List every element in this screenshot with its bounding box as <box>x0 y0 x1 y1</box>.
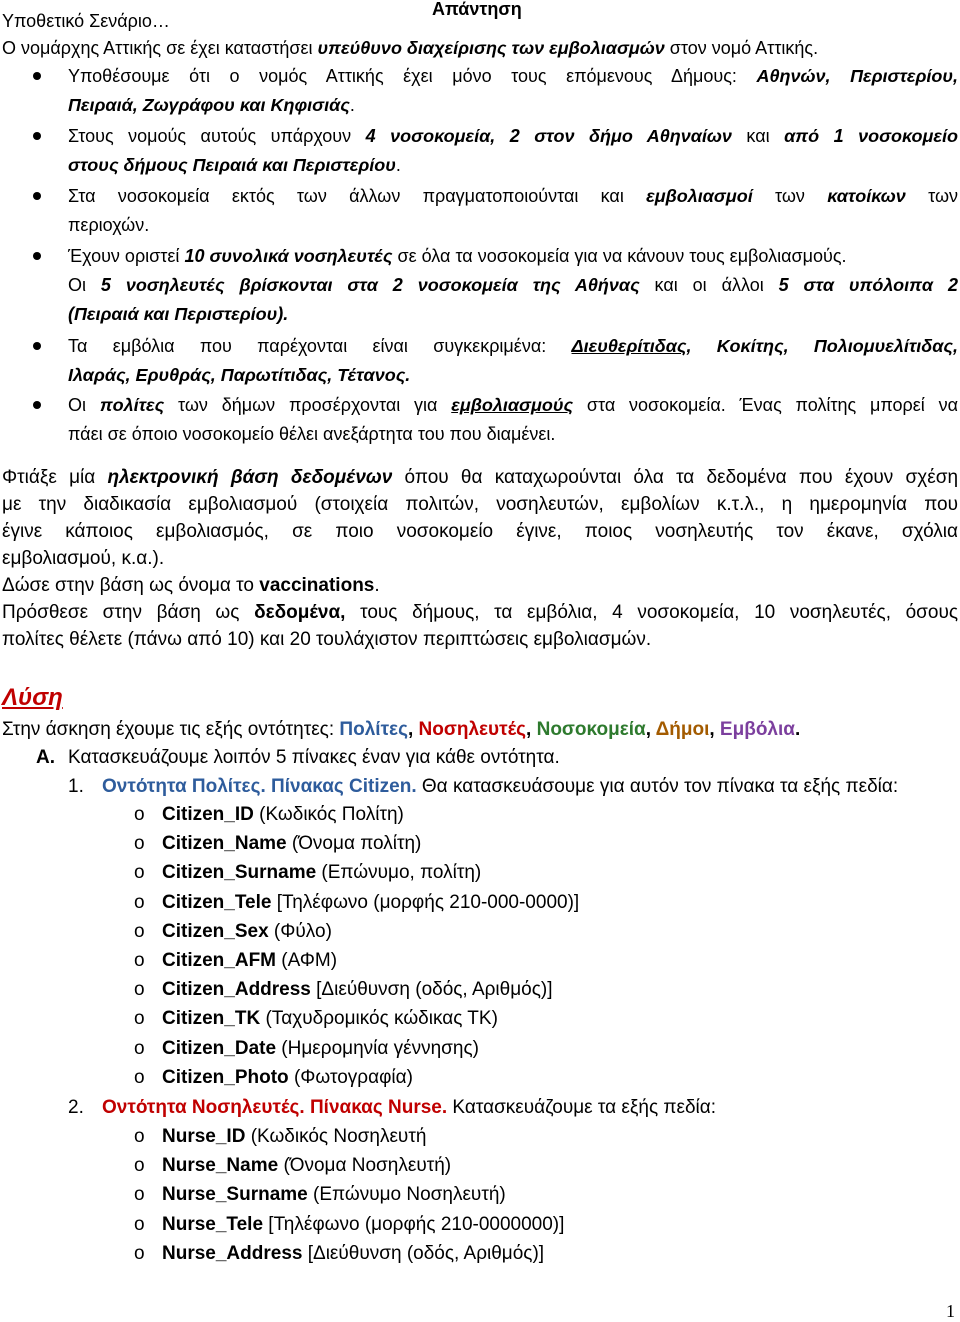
task-data-line-1: Πρόσθεσε στην βάση ως δεδομένα, τους δήμους, τα εμβόλια, 4 νοσοκομεία, 10 νοσηλευτές, όσους <box>2 602 959 623</box>
field-description: (Κωδικός Πολίτη) <box>253 804 404 825</box>
field-list-item <box>134 832 960 856</box>
task-line-3: έγινε κάποιος εμβολιασμός, σε ποιο νοσοκομείο έγινε, ποιος νοσηλευτής τον έκανε, σχόλια <box>2 521 958 542</box>
list-marker: o <box>134 1242 145 1264</box>
bullet-4-line-1: Έχουν οριστεί 10 συνολικά νοσηλευτές σε όλα τα νοσοκομεία για να κάνουν τους εμβολιασμούς. <box>68 246 847 266</box>
bullet-point <box>33 192 41 200</box>
field-list-item <box>134 920 960 944</box>
field-name: Nurse_Address <box>162 1242 303 1264</box>
bullet-4-line-2: Οι 5 νοσηλευτές βρίσκονται στα 2 νοσοκομεία της Αθήνας και οι άλλοι 5 στα υπόλοιπα 2 <box>68 275 959 295</box>
bullet-point <box>33 401 41 409</box>
field-description: (Κωδικός Νοσηλευτή <box>245 1126 427 1147</box>
field-name: Citizen_Surname <box>162 862 317 884</box>
field-list-item <box>134 1242 960 1266</box>
bullet-point <box>33 252 41 260</box>
bullet-1-line-2: Πειραιά, Ζωγράφου και Κηφισιάς. <box>68 95 355 115</box>
field-description: (Όνομα Νοσηλευτή) <box>278 1155 452 1177</box>
scenario-title: Υποθετικό Σενάριο… <box>2 11 170 31</box>
step-a-label: Α. <box>36 747 55 768</box>
field-name: Nurse_Name <box>162 1155 279 1177</box>
bullet-2-line-1: Στους νομούς αυτούς υπάρχουν 4 νοσοκομεία, 2 στον δήμο Αθηναίων και από 1 νοσοκομείο <box>68 126 959 146</box>
bullet-point <box>33 72 41 80</box>
field-description: (Φύλο) <box>268 920 332 942</box>
field-list-item <box>134 1183 960 1207</box>
intro-line: Ο νομάρχης Αττικής σε έχει καταστήσει υπεύθυνο διαχείρισης των εμβολιασμών στον νομό Αττικής. <box>2 38 819 58</box>
bullet-6-line-2: πάει σε όποιο νοσοκομείο θέλει ανεξάρτητα του που διαμένει. <box>68 424 556 444</box>
bullet-5-line-2: Ιλαράς, Ερυθράς, Παρωτίτιδας, Τέτανος. <box>68 365 411 385</box>
list-marker: o <box>134 1126 145 1147</box>
list-marker: o <box>134 1184 145 1206</box>
answer-label: Απάντηση <box>432 0 522 19</box>
field-name: Citizen_ID <box>162 804 254 825</box>
list-marker: o <box>134 1037 145 1059</box>
bullet-5-line-1: Τα εμβόλια που παρέχονται είναι συγκεκριμένα: Διευθερίτιδας, Κοκίτης, Πολιομυελίτιδας, <box>68 336 958 356</box>
list-marker: o <box>134 979 145 1001</box>
field-list-item <box>134 1066 960 1090</box>
field-description: [Διεύθυνση (οδός, Αριθμός)] <box>310 979 553 1001</box>
field-description: (Ημερομηνία γέννησης) <box>276 1037 479 1059</box>
field-name: Nurse_Surname <box>162 1184 308 1206</box>
task-line-4: εμβολιασμού, κ.α.). <box>2 548 165 569</box>
item-2-text: Οντότητα Νοσηλευτές. Πίνακας Nurse. Κατασκευάζουμε τα εξής πεδία: <box>102 1097 717 1118</box>
field-name: Citizen_Name <box>162 833 287 855</box>
field-description: (ΑΦΜ) <box>276 950 338 971</box>
field-name: Citizen_Sex <box>162 920 269 942</box>
task-data-line-2: πολίτες θέλετε (πάνω από 10) και 20 τουλάχιστον περιπτώσεις εμβολιασμών. <box>2 629 652 650</box>
bullet-6-line-1: Οι πολίτες των δήμων προσέρχονται για εμβολιασμούς στα νοσοκομεία. Ένας πολίτης μπορεί να <box>68 395 958 415</box>
bullet-3-line-2: περιοχών. <box>68 215 150 235</box>
task-line-1: Φτιάξε μία ηλεκτρονική βάση δεδομένων όπου θα καταχωρούνται όλα τα δεδομένα που έχουν σχέση <box>2 467 959 488</box>
field-description: (Ταχυδρομικός κώδικας ΤΚ) <box>260 1008 498 1030</box>
bullet-1-line-1: Υποθέσουμε ότι ο νομός Αττικής έχει μόνο τους επόμενους Δήμους: Αθηνών, Περιστερίου, <box>68 66 958 86</box>
field-name: Nurse_ID <box>162 1126 246 1147</box>
bullet-4-line-3: (Πειραιά και Περιστερίου). <box>68 304 289 324</box>
list-marker: o <box>134 862 145 884</box>
field-name: Citizen_Photo <box>162 1066 289 1088</box>
solution-title: Λύση <box>2 684 63 711</box>
list-marker: o <box>134 1066 145 1088</box>
field-description: (Επώνυμο, πολίτη) <box>316 862 482 884</box>
field-description: [Τηλέφωνο (μορφής 210-0000000)] <box>263 1213 565 1235</box>
field-description: [Διεύθυνση (οδός, Αριθμός)] <box>302 1242 545 1264</box>
list-marker: o <box>134 1008 145 1030</box>
field-list-item <box>134 803 960 827</box>
task-line-2: με την διαδικασία εμβολιασμού (στοιχεία πολιτών, νοσηλευτών, εμβολίων κ.τ.λ., η ημερομηνία που <box>2 494 958 515</box>
bullet-2-line-2: στους δήμους Πειραιά και Περιστερίου. <box>68 155 401 175</box>
field-list-item <box>134 949 960 973</box>
list-marker: o <box>134 1155 145 1177</box>
bullet-3-line-1: Στα νοσοκομεία εκτός των άλλων πραγματοποιούνται και εμβολιασμοί των κατοίκων των <box>68 186 958 206</box>
field-list-item <box>134 861 960 885</box>
item-2-number: 2. <box>68 1097 84 1118</box>
list-marker: o <box>134 920 145 942</box>
field-list-item <box>134 1154 960 1178</box>
list-marker: o <box>134 891 145 913</box>
list-marker: o <box>134 833 145 855</box>
item-1-number: 1. <box>68 776 84 797</box>
page-number: 1 <box>946 1301 955 1321</box>
field-description: (Επώνυμο Νοσηλευτή) <box>307 1184 506 1206</box>
field-list-item <box>134 1007 960 1031</box>
field-description: [Τηλέφωνο (μορφής 210-000-0000)] <box>271 891 580 913</box>
field-name: Citizen_AFM <box>162 950 276 971</box>
bullet-point <box>33 132 41 140</box>
field-list-item <box>134 978 960 1002</box>
bullet-point <box>33 342 41 350</box>
field-description: (Όνομα πολίτη) <box>286 833 422 855</box>
field-name: Nurse_Tele <box>162 1213 264 1235</box>
field-name: Citizen_Date <box>162 1037 277 1059</box>
item-1-text: Οντότητα Πολίτες. Πίνακας Citizen. Θα κατασκευάσουμε για αυτόν τον πίνακα τα εξής πεδία: <box>102 776 899 797</box>
field-name: Citizen_Address <box>162 979 311 1001</box>
field-name: Citizen_TK <box>162 1008 261 1030</box>
list-marker: o <box>134 1213 145 1235</box>
field-description: (Φωτογραφία) <box>288 1066 413 1088</box>
list-marker: o <box>134 804 145 825</box>
field-list-item <box>134 1125 960 1149</box>
field-list-item <box>134 891 960 915</box>
field-list-item <box>134 1213 960 1237</box>
step-a-text: Κατασκευάζουμε λοιπόν 5 πίνακες έναν για κάθε οντότητα. <box>68 747 560 768</box>
entities-line: Στην άσκηση έχουμε τις εξής οντότητες: Πολίτες, Νοσηλευτές, Νοσοκομεία, Δήμοι, Εμβόλια. <box>2 719 801 740</box>
field-list-item <box>134 1037 960 1061</box>
field-name: Citizen_Tele <box>162 891 272 913</box>
list-marker: o <box>134 950 145 971</box>
task-db-name: Δώσε στην βάση ως όνομα το vaccinations. <box>2 575 380 596</box>
